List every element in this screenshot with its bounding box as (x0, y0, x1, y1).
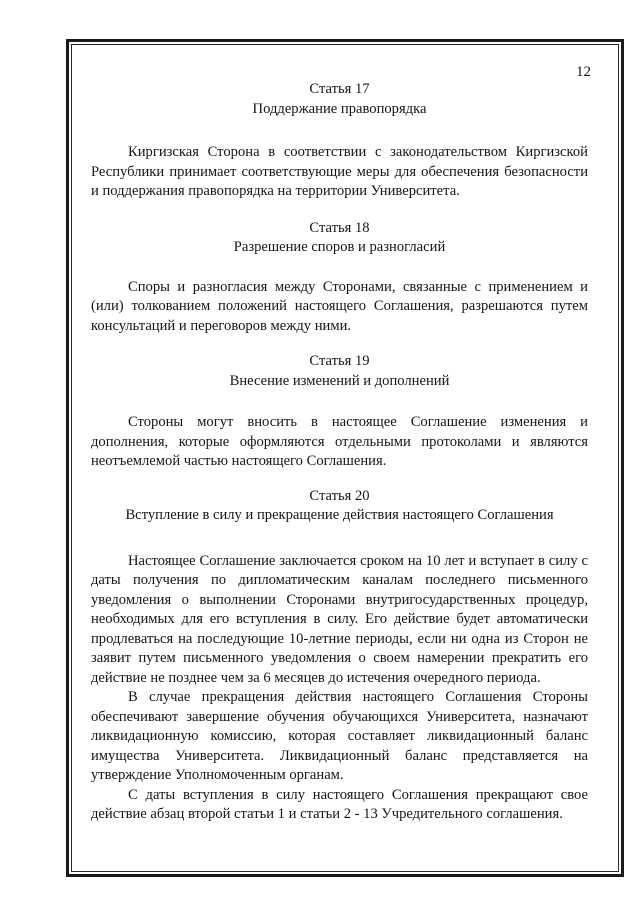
article-number: Статья 17 (309, 81, 370, 97)
article-title: Внесение изменений и дополнений (229, 372, 450, 389)
article-19-paragraph: Стороны могут вносить в настоящее Соглашение изменения и дополнения, которые оформляются отдельными протоколами и являются неотъемлемой частью настоящего Соглашения. (91, 414, 588, 469)
article-17-paragraph: Киргизская Сторона в соответствии с законодательством Киргизской Республики принимает соответствующие меры для обеспечения безопасности и поддержания правопорядка на территории Университета. (91, 144, 588, 199)
article-18-heading (91, 219, 588, 258)
article-19-heading (91, 352, 588, 391)
article-20-paragraph-2: В случае прекращения действия настоящего Соглашения Стороны обеспечивают завершение обучения обучающихся Университета, назначают ликвидационную комиссию, которая составляет ликвидационный баланс имущества Университета. Ликвидационный баланс представляется на утверждение Уполномоченным органам. (91, 689, 588, 783)
article-title: Разрешение споров и разногласий (233, 239, 446, 255)
article-number: Статья 20 (309, 487, 370, 504)
article-20-paragraph-3: С даты вступления в силу настоящего Соглашения прекращают свое действие абзац второй статьи 1 и статьи 2 - 13 Учредительного соглашения. (91, 786, 588, 822)
document-body (91, 80, 588, 825)
article-title: Вступление в силу и прекращение действия настоящего Соглашения (125, 507, 554, 523)
article-number: Статья 19 (309, 353, 370, 369)
article-number: Статья 18 (309, 219, 370, 236)
article-18-paragraph: Споры и разногласия между Сторонами, связанные с применением и (или) толкованием положений настоящего Соглашения, разрешаются путем консультаций и переговоров между ними. (91, 278, 588, 334)
page-number: 12 (576, 64, 591, 80)
article-20-paragraph-1: Настоящее Соглашение заключается сроком на 10 лет и вступает в силу с даты получения по дипломатическим каналам последнего письменного уведомления о выполнении Сторонами внутригосударственных процедур, необходимых для его вступления в силу. Его действие будет автоматически продлеваться на последующие 10-летние периоды, если ни одна из Сторон не заявит путем письменного уведомления о своем намерении прекратить его действие не позднее чем за 6 месяцев до истечения очередного периода. (91, 552, 588, 686)
article-17-heading (91, 80, 588, 119)
article-title: Поддержание правопорядка (252, 100, 427, 117)
article-20-heading (91, 487, 588, 526)
